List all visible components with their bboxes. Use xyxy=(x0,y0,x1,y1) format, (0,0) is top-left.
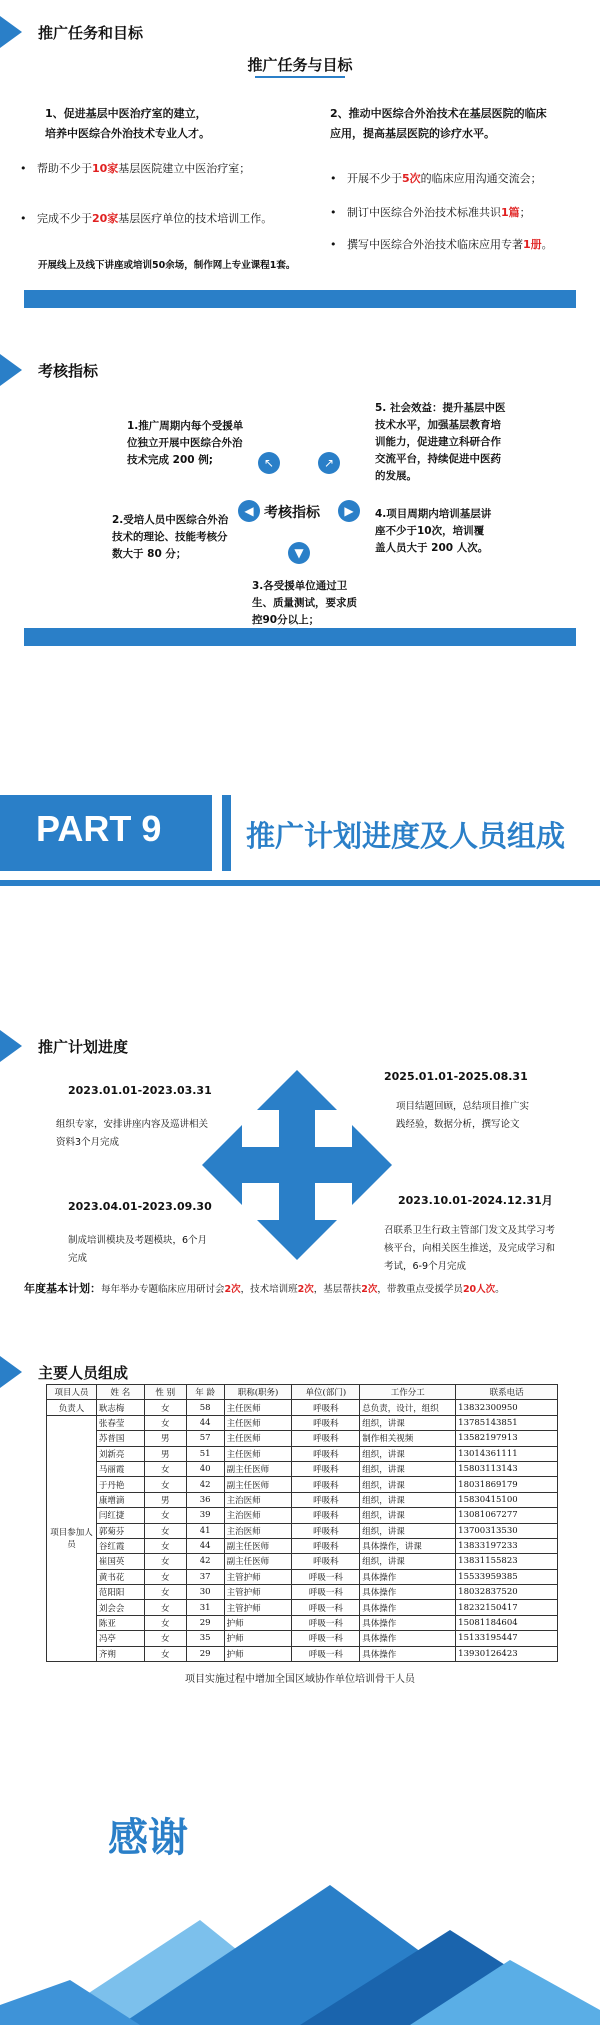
col-header: 项目人员 xyxy=(47,1385,97,1400)
table-cell: 郭菊芬 xyxy=(96,1523,144,1538)
table-cell: 57 xyxy=(186,1431,224,1446)
table-cell: 女 xyxy=(144,1461,186,1476)
table-cell: 组织，讲课 xyxy=(360,1477,456,1492)
goal-2-bullet-3: • 撰写中医综合外治技术临床应用专著1册。 xyxy=(330,238,553,251)
table-cell: 副主任医师 xyxy=(224,1477,292,1492)
table-cell: 组织，讲课 xyxy=(360,1523,456,1538)
arrow-left-icon: ◀ xyxy=(238,500,260,522)
section-marker-icon xyxy=(0,16,22,48)
part-divider xyxy=(222,795,231,871)
staff-caption: 项目实施过程中增加全国区域协作单位培训骨干人员 xyxy=(185,1674,415,1685)
table-cell: 35 xyxy=(186,1631,224,1646)
table-cell: 44 xyxy=(186,1538,224,1553)
section-title: 主要人员组成 xyxy=(38,1364,129,1382)
table-cell: 呼吸科 xyxy=(292,1431,360,1446)
table-cell: 女 xyxy=(144,1508,186,1523)
table-cell: 女 xyxy=(144,1554,186,1569)
table-cell: 总负责，设计，组织 xyxy=(360,1400,456,1415)
table-cell: 37 xyxy=(186,1569,224,1584)
table-cell: 女 xyxy=(144,1523,186,1538)
section-2-footer-bar xyxy=(24,628,576,646)
section-title: 推广任务和目标 xyxy=(38,24,144,42)
table-row xyxy=(47,1569,558,1584)
table-cell: 主任医师 xyxy=(224,1446,292,1461)
table-cell: 13930126423 xyxy=(456,1646,558,1661)
table-cell: 39 xyxy=(186,1508,224,1523)
table-cell: 呼吸科 xyxy=(292,1538,360,1553)
table-cell: 13832300950 xyxy=(456,1400,558,1415)
table-cell: 呼吸科 xyxy=(292,1508,360,1523)
table-row xyxy=(47,1646,558,1661)
col-header: 年 龄 xyxy=(186,1385,224,1400)
section-marker-icon xyxy=(0,1356,22,1388)
table-cell: 18232150417 xyxy=(456,1600,558,1615)
table-cell: 女 xyxy=(144,1400,186,1415)
table-cell: 呼吸一科 xyxy=(292,1631,360,1646)
table-cell: 具体操作 xyxy=(360,1631,456,1646)
indicator-5: 5. 社会效益：提升基层中医技术水平，加强基层教育培训能力，促进建立科研合作交流平台，持续促进中医药的发展。 xyxy=(375,402,506,482)
table-row xyxy=(47,1446,558,1461)
subtitle-underline xyxy=(255,76,345,78)
table-cell: 主任医师 xyxy=(224,1400,292,1415)
table-cell: 组织，讲课 xyxy=(360,1461,456,1476)
table-row xyxy=(47,1400,558,1415)
annual-plan: 年度基本计划：每年举办专题临床应用研讨会2次，技术培训班2次，基层帮扶2次，带教重点受援学员20人次。 xyxy=(24,1282,505,1295)
goal-2-bullet-1: • 开展不少于5次的临床应用沟通交流会； xyxy=(330,172,542,185)
indicator-3: 3.各受援单位通过卫生、质量测试，要求质控90分以上； xyxy=(252,580,357,626)
table-cell: 陈亚 xyxy=(96,1615,144,1630)
table-cell: 于丹艳 xyxy=(96,1477,144,1492)
mountain-decoration xyxy=(0,1880,600,2025)
table-cell: 呼吸科 xyxy=(292,1554,360,1569)
table-cell: 13831155823 xyxy=(456,1554,558,1569)
table-row xyxy=(47,1615,558,1630)
arrow-up-right-icon: ↗ xyxy=(318,452,340,474)
table-cell: 具体操作，讲课 xyxy=(360,1538,456,1553)
table-cell: 护师 xyxy=(224,1631,292,1646)
part-label: PART 9 xyxy=(36,808,162,849)
table-cell: 男 xyxy=(144,1446,186,1461)
table-cell: 36 xyxy=(186,1492,224,1507)
table-cell: 呼吸一科 xyxy=(292,1600,360,1615)
phase-2-date: 2023.04.01-2023.09.30 xyxy=(68,1200,212,1213)
table-cell: 40 xyxy=(186,1461,224,1476)
goal-1-heading xyxy=(45,104,210,144)
goal-1-bullet-2: • 完成不少于20家基层医疗单位的技术培训工作。 xyxy=(20,212,273,225)
table-cell: 13582197913 xyxy=(456,1431,558,1446)
table-cell: 呼吸一科 xyxy=(292,1569,360,1584)
table-cell: 15803113143 xyxy=(456,1461,558,1476)
table-cell: 组织，讲课 xyxy=(360,1554,456,1569)
table-cell: 刘会会 xyxy=(96,1600,144,1615)
table-cell: 15533959385 xyxy=(456,1569,558,1584)
table-cell: 组织，讲课 xyxy=(360,1446,456,1461)
table-cell: 呼吸科 xyxy=(292,1492,360,1507)
table-cell: 耿志梅 xyxy=(96,1400,144,1415)
table-cell: 51 xyxy=(186,1446,224,1461)
col-header: 单位(部门) xyxy=(292,1385,360,1400)
table-cell: 呼吸科 xyxy=(292,1400,360,1415)
table-cell: 谷红霞 xyxy=(96,1538,144,1553)
table-cell: 13833197233 xyxy=(456,1538,558,1553)
goal-1-note: 开展线上及线下讲座或培训50余场，制作网上专业课程1套。 xyxy=(38,260,296,271)
table-cell: 主任医师 xyxy=(224,1431,292,1446)
table-cell: 女 xyxy=(144,1477,186,1492)
table-row xyxy=(47,1431,558,1446)
table-cell: 42 xyxy=(186,1477,224,1492)
goal-2-bullet-2: • 制订中医综合外治技术标准共识1篇； xyxy=(330,206,531,219)
table-cell: 冯亭 xyxy=(96,1631,144,1646)
table-cell: 组织，讲课 xyxy=(360,1492,456,1507)
table-cell: 呼吸科 xyxy=(292,1477,360,1492)
section-1-footer-bar xyxy=(24,290,576,308)
role-cell: 负责人 xyxy=(47,1400,97,1415)
table-row xyxy=(47,1538,558,1553)
table-cell: 女 xyxy=(144,1569,186,1584)
table-cell: 女 xyxy=(144,1631,186,1646)
phase-1-text: 组织专家，安排讲座内容及巡讲相关资料3个月完成 xyxy=(56,1119,209,1148)
table-cell: 男 xyxy=(144,1431,186,1446)
table-cell: 护师 xyxy=(224,1646,292,1661)
table-cell: 主治医师 xyxy=(224,1523,292,1538)
table-cell: 具体操作 xyxy=(360,1585,456,1600)
indicator-2: 2.受培人员中医综合外治技术的理论、技能考核分数大于 80 分； xyxy=(112,514,229,560)
indicator-center-label: 考核指标 xyxy=(264,505,320,521)
table-cell: 女 xyxy=(144,1585,186,1600)
table-cell: 主任医师 xyxy=(224,1415,292,1430)
table-cell: 13700313530 xyxy=(456,1523,558,1538)
section-title: 推广计划进度 xyxy=(38,1038,129,1056)
phase-1-date: 2023.01.01-2023.03.31 xyxy=(68,1084,212,1097)
table-cell: 呼吸一科 xyxy=(292,1646,360,1661)
goal-2-line2: 应用，提高基层医院的诊疗水平。 xyxy=(330,127,495,140)
table-cell: 马丽霞 xyxy=(96,1461,144,1476)
table-cell: 制作相关视频 xyxy=(360,1431,456,1446)
table-cell: 呼吸科 xyxy=(292,1523,360,1538)
table-cell: 44 xyxy=(186,1415,224,1430)
table-cell: 女 xyxy=(144,1615,186,1630)
staff-table-header xyxy=(47,1385,558,1400)
table-row xyxy=(47,1492,558,1507)
table-cell: 苏普国 xyxy=(96,1431,144,1446)
goal-1-bullet-1: • 帮助不少于10家基层医院建立中医治疗室； xyxy=(20,162,251,175)
table-cell: 具体操作 xyxy=(360,1646,456,1661)
table-cell: 张春莹 xyxy=(96,1415,144,1430)
table-cell: 30 xyxy=(186,1585,224,1600)
part-title: 推广计划进度及人员组成 xyxy=(246,819,566,853)
table-cell: 具体操作 xyxy=(360,1615,456,1630)
col-header: 工作分工 xyxy=(360,1385,456,1400)
phase-3-text: 召联系卫生行政主管部门发文及其学习考核平台，向相关医生推送，及完成学习和考试，6-9个月完成 xyxy=(384,1225,556,1272)
four-way-arrow-icon xyxy=(202,1070,392,1260)
table-cell: 具体操作 xyxy=(360,1569,456,1584)
goal-2-line1: 2、推动中医综合外治技术在基层医院的临床 xyxy=(330,107,547,120)
table-cell: 黄书花 xyxy=(96,1569,144,1584)
table-cell: 18032837520 xyxy=(456,1585,558,1600)
goal-1-line1: 1、促进基层中医治疗室的建立， xyxy=(45,107,207,120)
arrow-up-left-icon: ↖ xyxy=(258,452,280,474)
table-row xyxy=(47,1477,558,1492)
section-title: 考核指标 xyxy=(38,362,99,380)
table-cell: 齐朔 xyxy=(96,1646,144,1661)
arrow-right-icon: ▶ xyxy=(338,500,360,522)
table-row xyxy=(47,1600,558,1615)
table-row xyxy=(47,1585,558,1600)
table-cell: 13081067277 xyxy=(456,1508,558,1523)
table-row xyxy=(47,1508,558,1523)
staff-table xyxy=(46,1384,558,1662)
table-cell: 主治医师 xyxy=(224,1492,292,1507)
table-cell: 呼吸科 xyxy=(292,1446,360,1461)
table-row xyxy=(47,1415,558,1430)
col-header: 职称(职务) xyxy=(224,1385,292,1400)
phase-4-text: 项目结题回顾，总结项目推广实践经验，数据分析，撰写论文 xyxy=(396,1101,530,1130)
table-row xyxy=(47,1631,558,1646)
phase-4-date: 2025.01.01-2025.08.31 xyxy=(384,1070,528,1083)
section-marker-icon xyxy=(0,354,22,386)
table-cell: 58 xyxy=(186,1400,224,1415)
table-cell: 呼吸一科 xyxy=(292,1585,360,1600)
table-cell: 42 xyxy=(186,1554,224,1569)
table-cell: 崔国英 xyxy=(96,1554,144,1569)
table-cell: 呼吸科 xyxy=(292,1461,360,1476)
table-cell: 男 xyxy=(144,1492,186,1507)
section-subtitle: 推广任务与目标 xyxy=(247,56,353,74)
table-cell: 主管护师 xyxy=(224,1600,292,1615)
table-cell: 女 xyxy=(144,1538,186,1553)
table-cell: 副主任医师 xyxy=(224,1554,292,1569)
table-cell: 组织，讲课 xyxy=(360,1508,456,1523)
table-cell: 护师 xyxy=(224,1615,292,1630)
table-cell: 15133195447 xyxy=(456,1631,558,1646)
table-cell: 41 xyxy=(186,1523,224,1538)
phase-3-date: 2023.10.01-2024.12.31月 xyxy=(398,1194,553,1207)
table-cell: 呼吸一科 xyxy=(292,1615,360,1630)
thanks-text: 感谢 xyxy=(108,1815,188,1861)
table-cell: 女 xyxy=(144,1600,186,1615)
arrow-down-icon: ▼ xyxy=(288,542,310,564)
table-cell: 31 xyxy=(186,1600,224,1615)
table-cell: 康增滴 xyxy=(96,1492,144,1507)
table-row xyxy=(47,1523,558,1538)
col-header: 性 别 xyxy=(144,1385,186,1400)
part-underline xyxy=(0,880,600,886)
col-header: 联系电话 xyxy=(456,1385,558,1400)
role-cell: 项目参加人员 xyxy=(47,1415,97,1661)
indicator-4: 4.项目周期内培训基层讲座不少于10次，培训覆盖人员大于 200 人次。 xyxy=(375,508,492,554)
goal-2-heading xyxy=(330,104,547,144)
table-cell: 副主任医师 xyxy=(224,1461,292,1476)
table-row xyxy=(47,1554,558,1569)
table-cell: 29 xyxy=(186,1615,224,1630)
table-cell: 13014361111 xyxy=(456,1446,558,1461)
table-cell: 组织，讲课 xyxy=(360,1415,456,1430)
table-cell: 15081184604 xyxy=(456,1615,558,1630)
table-cell: 范阳阳 xyxy=(96,1585,144,1600)
table-row xyxy=(47,1461,558,1476)
table-cell: 主治医师 xyxy=(224,1508,292,1523)
table-cell: 闫红捷 xyxy=(96,1508,144,1523)
table-cell: 呼吸科 xyxy=(292,1415,360,1430)
table-cell: 女 xyxy=(144,1646,186,1661)
table-cell: 女 xyxy=(144,1415,186,1430)
indicator-1: 1.推广周期内每个受援单位独立开展中医综合外治技术完成 200 例; xyxy=(127,420,244,466)
staff-table-body xyxy=(47,1400,558,1662)
table-cell: 副主任医师 xyxy=(224,1538,292,1553)
goal-1-line2: 培养中医综合外治技术专业人才。 xyxy=(45,127,210,140)
table-cell: 15830415100 xyxy=(456,1492,558,1507)
table-cell: 具体操作 xyxy=(360,1600,456,1615)
table-cell: 29 xyxy=(186,1646,224,1661)
table-cell: 主管护师 xyxy=(224,1569,292,1584)
col-header: 姓 名 xyxy=(96,1385,144,1400)
section-marker-icon xyxy=(0,1030,22,1062)
phase-2-text: 制成培训模块及考题模块，6个月完成 xyxy=(68,1235,208,1264)
table-cell: 18031869179 xyxy=(456,1477,558,1492)
table-cell: 刘新亮 xyxy=(96,1446,144,1461)
table-cell: 主管护师 xyxy=(224,1585,292,1600)
table-cell: 13785143851 xyxy=(456,1415,558,1430)
